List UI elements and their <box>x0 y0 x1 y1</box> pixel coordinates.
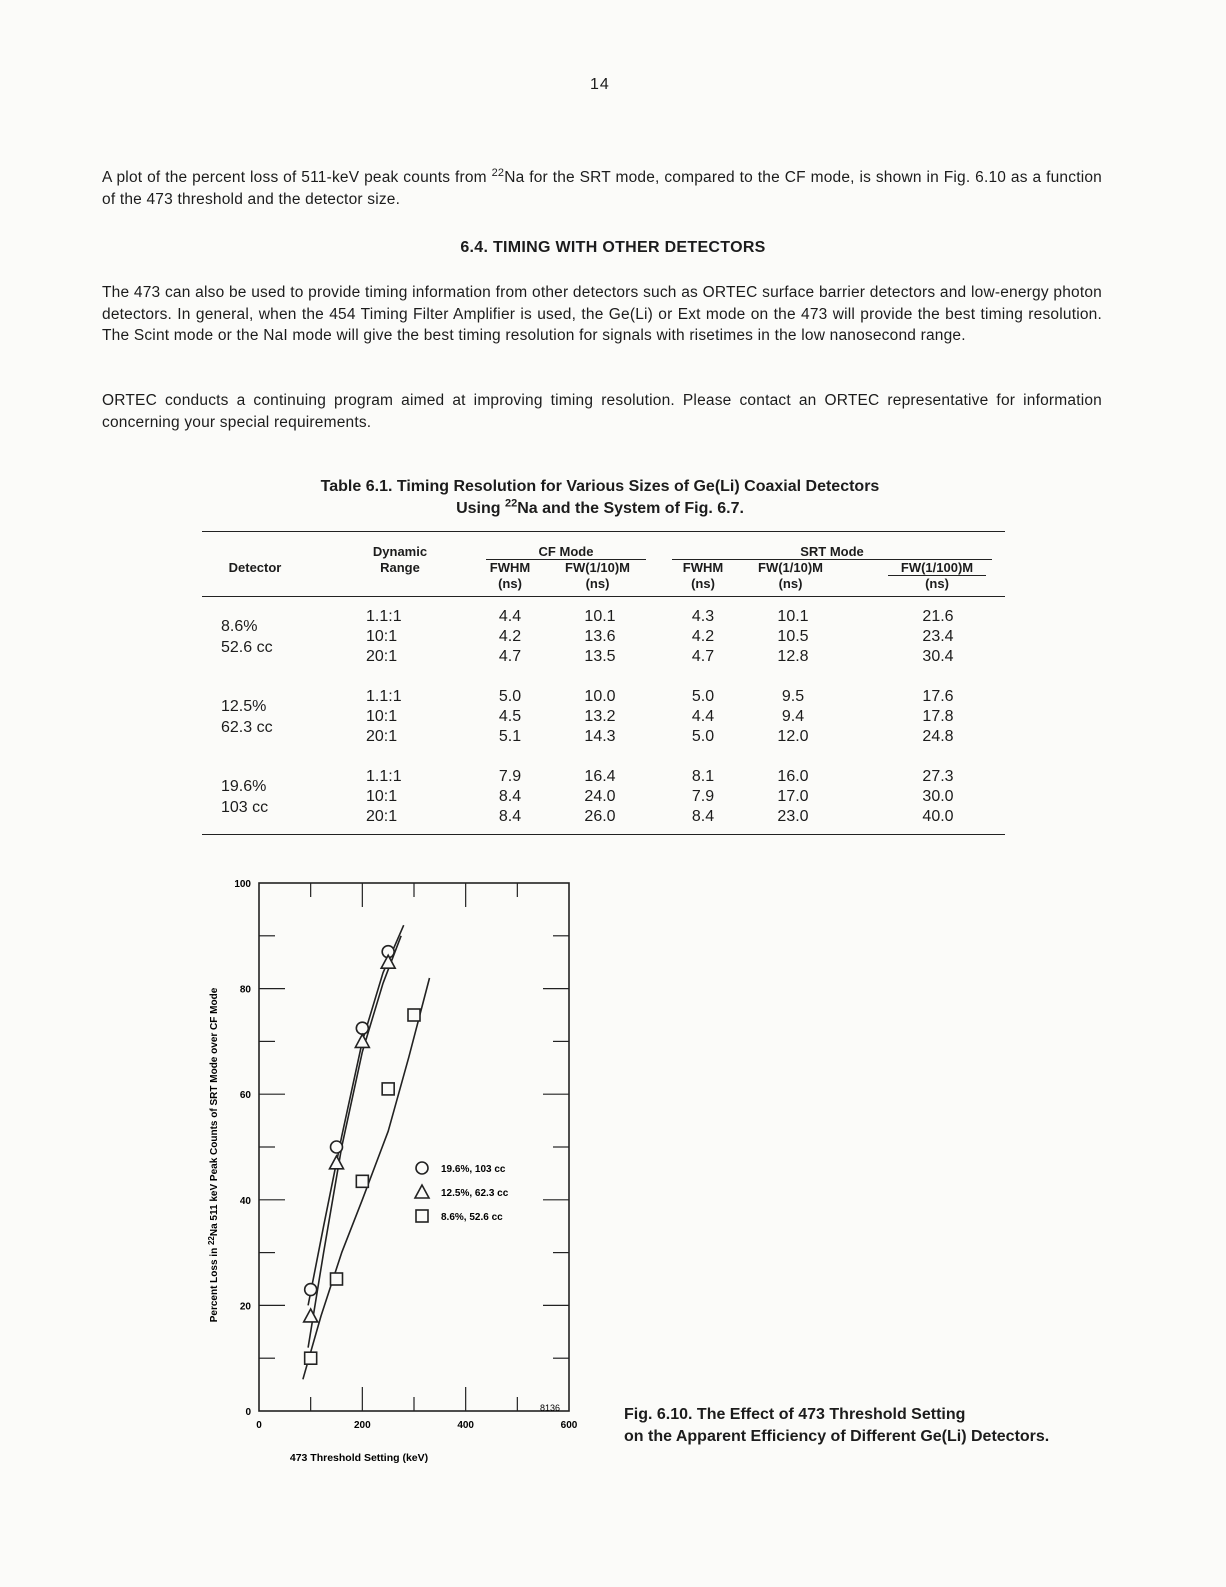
x-tick-label: 200 <box>353 1420 371 1431</box>
legend-label: 19.6%, 103 cc <box>441 1164 506 1175</box>
y-axis-label-end: Na 511 keV Peak Counts of SRT Mode over CF Mode <box>209 987 220 1237</box>
caption-line2-end: Na and the System of Fig. 6.7. <box>517 500 744 517</box>
intro-text-start: A plot of the percent loss of 511-keV peak counts from <box>102 169 492 186</box>
header-cf-fw10-unit: (ns) <box>585 576 610 591</box>
intro-superscript: 22 <box>491 166 505 179</box>
detector-volume-3: 103 cc <box>221 799 269 816</box>
table-cell-srt-fw10: 12.8 <box>777 648 809 665</box>
table-cell-srt-fw100: 40.0 <box>922 808 954 825</box>
header-srt-fw100-unit: (ns) <box>925 576 949 591</box>
data-point-square <box>305 1352 317 1364</box>
table-cell-srt-fw100: 21.6 <box>922 608 954 625</box>
table-cell-srt-fwhm: 5.0 <box>691 728 715 745</box>
header-srt-fw10: FW(1/10)M <box>758 560 823 575</box>
table-cell-cf-fw10: 10.1 <box>584 608 616 625</box>
legend-marker-square <box>416 1210 428 1222</box>
y-axis-label-start: Percent Loss in <box>209 1245 220 1323</box>
table-cell-srt-fw10: 12.0 <box>777 728 809 745</box>
caption-line2-start: Using <box>456 500 505 517</box>
table-cell-range: 10:1 <box>366 628 398 645</box>
table-cell-cf-fwhm: 4.4 <box>498 608 522 625</box>
table-caption <box>260 476 940 520</box>
table-top-rule <box>202 531 1005 532</box>
table-cell-srt-fw10: 10.1 <box>777 608 809 625</box>
data-point-circle <box>305 1284 317 1296</box>
table-cell-srt-fwhm: 5.0 <box>691 688 715 705</box>
x-tick-label: 600 <box>560 1420 578 1431</box>
table-cell-srt-fw10: 16.0 <box>777 768 809 785</box>
figure-id: 8136 <box>539 1403 561 1413</box>
intro-paragraph <box>102 167 1102 210</box>
legend-label: 12.5%, 62.3 cc <box>441 1188 509 1199</box>
header-dynamic: Dynamic <box>372 544 428 559</box>
y-tick-label: 0 <box>245 1407 251 1418</box>
header-cf-fw10: FW(1/10)M <box>565 560 630 575</box>
table-cell-srt-fw10: 23.0 <box>777 808 809 825</box>
intro-text-end: Na for the SRT mode, compared to the CF mode, is shown in Fig. 6.10 as a function of the 473 threshold and the detector size. <box>102 169 1102 208</box>
detector-size-1: 8.6% <box>221 618 258 635</box>
x-tick-label: 400 <box>457 1420 475 1431</box>
x-axis-label: 473 Threshold Setting (keV) <box>289 1452 429 1464</box>
header-detector: Detector <box>228 560 282 575</box>
chart-curves <box>303 925 430 1379</box>
data-point-circle <box>331 1141 343 1153</box>
table-cell-srt-fw100: 17.8 <box>922 708 954 725</box>
x-tick-label: 0 <box>256 1420 262 1431</box>
chart-legend <box>415 1162 509 1223</box>
table-cell-cf-fw10: 10.0 <box>584 688 616 705</box>
table-cell-cf-fwhm: 8.4 <box>498 788 522 805</box>
y-axis-label-sup: 22 <box>207 1236 216 1246</box>
table-cell-range: 1.1:1 <box>366 768 402 785</box>
header-cf-fwhm: FWHM <box>489 560 531 575</box>
data-point-square <box>331 1273 343 1285</box>
table-cell-range: 20:1 <box>366 808 398 825</box>
table-cell-cf-fw10: 26.0 <box>584 808 616 825</box>
table-cell-cf-fwhm: 5.0 <box>498 688 522 705</box>
header-srt-fwhm-unit: (ns) <box>691 576 715 591</box>
header-srt-fw10-unit: (ns) <box>778 576 803 591</box>
page-number: 14 <box>590 76 610 93</box>
ortec-program-paragraph: ORTEC conducts a continuing program aimed at improving timing resolution. Please contact an ORTEC representative for information concerning your special requirements. <box>102 392 1102 431</box>
table-caption-line2 <box>456 497 744 517</box>
detector-size-3: 19.6% <box>221 778 267 795</box>
legend-marker-triangle <box>415 1185 429 1198</box>
y-tick-label: 40 <box>239 1195 251 1207</box>
table-cell-srt-fw100: 30.4 <box>922 648 954 665</box>
data-point-circle <box>356 1022 368 1034</box>
header-cf-fwhm-unit: (ns) <box>498 576 522 591</box>
table-cell-srt-fwhm: 4.2 <box>691 628 715 645</box>
data-point-square <box>408 1009 420 1021</box>
table-cell-cf-fw10: 13.5 <box>584 648 616 665</box>
y-tick-label: 20 <box>239 1301 251 1313</box>
header-srt-fw100: FW(1/100)M <box>888 560 986 576</box>
table-cell-cf-fw10: 13.2 <box>584 708 616 725</box>
y-tick-label: 100 <box>234 879 251 890</box>
detector-size-2: 12.5% <box>221 698 267 715</box>
table-cell-cf-fwhm: 4.2 <box>498 628 522 645</box>
detector-volume-1: 52.6 cc <box>221 639 273 656</box>
y-tick-label: 80 <box>239 984 251 996</box>
table-caption-line1: Table 6.1. Timing Resolution for Various Sizes of Ge(Li) Coaxial Detectors <box>320 478 880 495</box>
y-tick-label: 60 <box>239 1090 251 1102</box>
table-cell-cf-fwhm: 7.9 <box>498 768 522 785</box>
table-cell-srt-fwhm: 4.7 <box>691 648 715 665</box>
table-bottom-rule <box>202 834 1005 835</box>
data-point-square <box>382 1083 394 1095</box>
header-range: Range <box>380 560 420 575</box>
table-header-rule <box>202 596 1005 597</box>
y-axis-label <box>207 987 220 1322</box>
table-cell-srt-fwhm: 7.9 <box>691 788 715 805</box>
table-cell-srt-fw10: 10.5 <box>777 628 809 645</box>
header-srt-fwhm: FWHM <box>682 560 724 575</box>
table-cell-range: 10:1 <box>366 788 398 805</box>
table-cell-cf-fw10: 24.0 <box>584 788 616 805</box>
table-cell-srt-fw100: 24.8 <box>922 728 954 745</box>
table-cell-range: 20:1 <box>366 728 398 745</box>
caption-superscript: 22 <box>504 497 518 510</box>
figure-caption-line1: Fig. 6.10. The Effect of 473 Threshold Setting <box>624 1406 966 1423</box>
legend-label: 8.6%, 52.6 cc <box>441 1212 503 1223</box>
table-cell-srt-fw100: 27.3 <box>922 768 954 785</box>
data-point-triangle <box>330 1156 344 1169</box>
header-srt-mode: SRT Mode <box>672 544 992 560</box>
table-cell-cf-fwhm: 4.5 <box>498 708 522 725</box>
table-cell-range: 10:1 <box>366 708 398 725</box>
fit-curve-2 <box>308 936 401 1348</box>
table-cell-srt-fw10: 17.0 <box>777 788 809 805</box>
table-cell-cf-fw10: 16.4 <box>584 768 616 785</box>
table-cell-range: 1.1:1 <box>366 688 402 705</box>
table-cell-cf-fwhm: 4.7 <box>498 648 522 665</box>
table-cell-srt-fw100: 17.6 <box>922 688 954 705</box>
fit-curve-1 <box>308 925 404 1305</box>
plot-frame <box>259 883 569 1411</box>
other-detectors-paragraph: The 473 can also be used to provide timing information from other detectors such as ORTEC surface barrier detectors and low-energy photon detectors. In general, when the 454 Timing Filter Amplifier is used, the Ge(Li) or Ext mode on the 473 will provide the best timing resolution. The Scint mode or the NaI mode will give the best timing resolution for signals with risetimes in the low nanosecond range. <box>102 284 1102 344</box>
chart-markers <box>304 946 420 1365</box>
legend-marker-circle <box>416 1162 428 1174</box>
table-cell-srt-fw100: 23.4 <box>922 628 954 645</box>
table-cell-srt-fwhm: 4.4 <box>691 708 715 725</box>
table-cell-range: 1.1:1 <box>366 608 402 625</box>
threshold-chart <box>195 875 595 1475</box>
table-cell-cf-fw10: 13.6 <box>584 628 616 645</box>
table-cell-srt-fwhm: 8.1 <box>691 768 715 785</box>
data-point-square <box>356 1175 368 1187</box>
table-cell-srt-fwhm: 4.3 <box>691 608 715 625</box>
figure-caption <box>624 1404 1049 1448</box>
header-cf-mode: CF Mode <box>486 544 646 560</box>
table-cell-srt-fw10: 9.5 <box>781 688 805 705</box>
section-heading: 6.4. TIMING WITH OTHER DETECTORS <box>460 239 766 256</box>
table-cell-srt-fw100: 30.0 <box>922 788 954 805</box>
detector-volume-2: 62.3 cc <box>221 719 273 736</box>
table-cell-cf-fwhm: 5.1 <box>498 728 522 745</box>
table-cell-srt-fw10: 9.4 <box>781 708 805 725</box>
table-cell-cf-fwhm: 8.4 <box>498 808 522 825</box>
table-cell-cf-fw10: 14.3 <box>584 728 616 745</box>
chart-axes <box>234 879 577 1431</box>
figure-caption-line2: on the Apparent Efficiency of Different Ge(Li) Detectors. <box>624 1428 1050 1445</box>
table-cell-range: 20:1 <box>366 648 398 665</box>
table-cell-srt-fwhm: 8.4 <box>691 808 715 825</box>
data-point-triangle <box>304 1309 318 1322</box>
